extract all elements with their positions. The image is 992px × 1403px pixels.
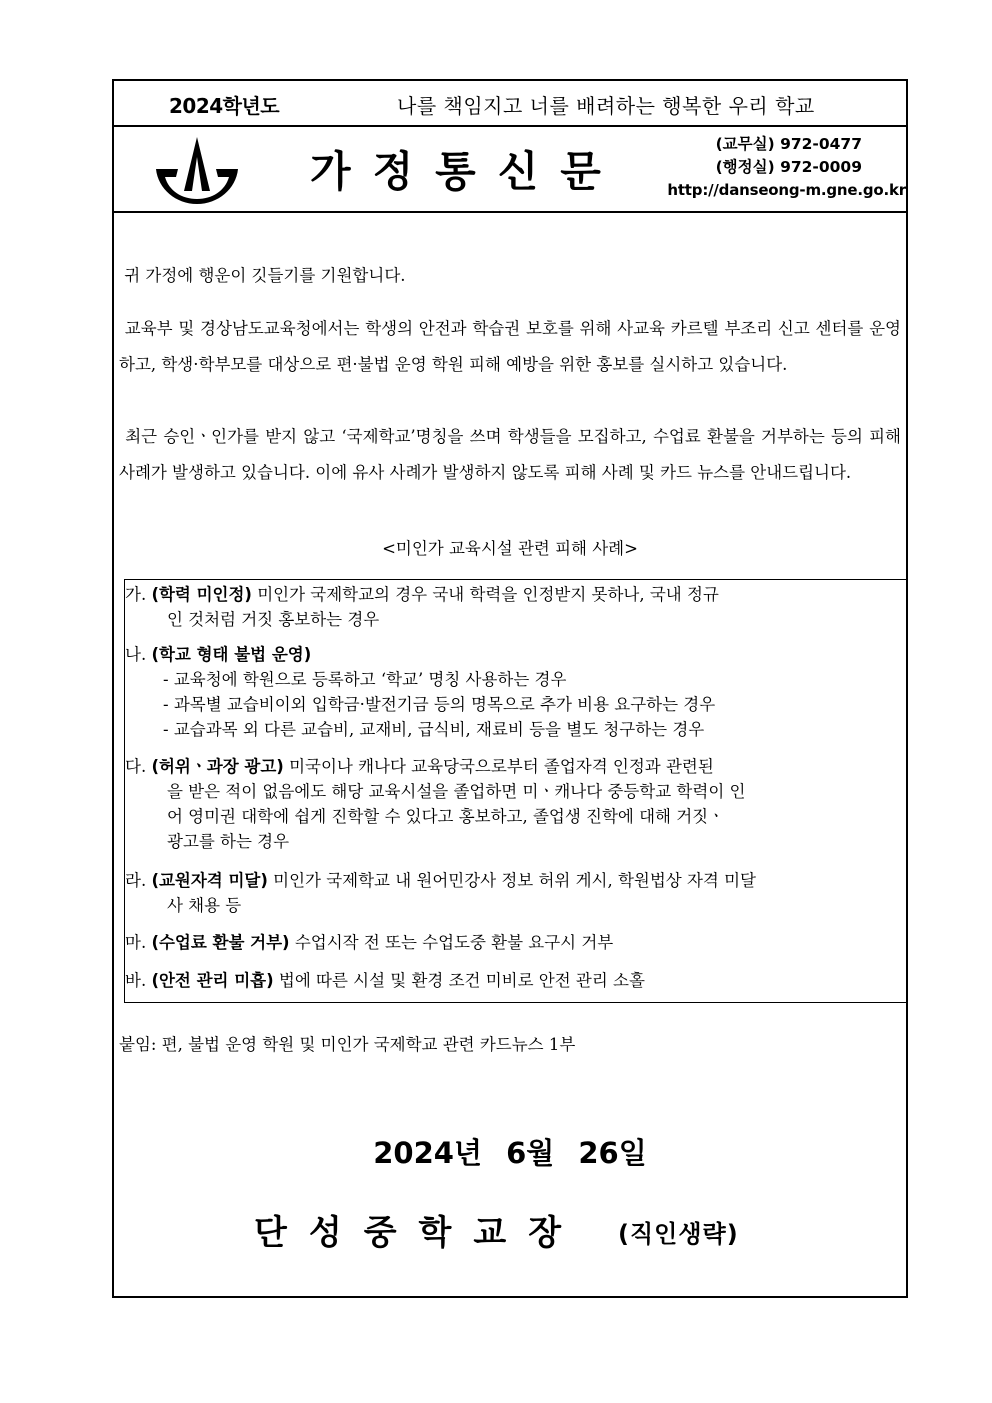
- case-item: 라. (교원자격 미달) 미인가 국제학교 내 원어민강사 정보 허위 게시, 학원법상 자격 미달 사 채용 등: [125, 871, 756, 915]
- signer-name: 단성중학교장: [254, 1213, 584, 1253]
- seal-omitted-note: (직인생략): [618, 1220, 739, 1248]
- contact-academic-office: (교무실) 972-0477: [715, 135, 862, 153]
- contact-info: [654, 133, 906, 202]
- case-item: 가. (학력 미인정) 미인가 국제학교의 경우 국내 학력을 인정받지 못하나, 국내 정규 인 것처럼 거짓 홍보하는 경우: [125, 585, 719, 629]
- header-top-row: [114, 81, 906, 127]
- header-title-row: [114, 127, 906, 213]
- case-item: 바. (안전 관리 미흡) 법에 따른 시설 및 환경 조건 미비로 안전 관리 소홀: [125, 971, 645, 990]
- school-motto: 나를 책임지고 너를 배려하는 행복한 우리 학교: [397, 94, 815, 118]
- paragraph-2: 최근 승인ㆍ인가를 받지 않고 ‘국제학교’명칭을 쓰며 학생들을 모집하고, 수업료 환불을 거부하는 등의 피해 사례가 발생하고 있습니다. 이에 유사 사례가 발생하지 않도록 피해 사례 및 카드 뉴스를 안내드립니다.: [119, 427, 901, 482]
- case-section-title: <미인가 교육시설 관련 피해 사례>: [382, 539, 638, 558]
- newsletter-frame: [112, 79, 908, 1298]
- contact-admin-office: (행정실) 972-0009: [715, 158, 862, 176]
- document-title: 가정통신문: [310, 147, 623, 196]
- case-list-box: [124, 579, 907, 1003]
- school-year: 2024학년도: [169, 94, 280, 118]
- attachment-note: 붙임: 편, 불법 운영 학원 및 미인가 국제학교 관련 카드뉴스 1부: [119, 1035, 576, 1054]
- case-item: 나. (학교 형태 불법 운영) - 교육청에 학원으로 등록하고 ‘학교’ 명칭 사용하는 경우 - 과목별 교습비이외 입학금·발전기금 등의 명목으로 추가 비용 요구하는 경우 - 교습과목 외 다른 교습비, 교재비, 급식비, 재료비 등을 별도 청구하는 경우: [125, 645, 716, 739]
- issue-date: 2024년 6월 26일: [373, 1136, 647, 1170]
- case-item: 다. (허위ㆍ과장 광고) 미국이나 캐나다 교육당국으로부터 졸업자격 인정과 관련된 을 받은 적이 없음에도 해당 교육시설을 졸업하면 미ㆍ캐나다 중등학교 학력이 인 어 영미권 대학에 쉽게 진학할 수 있다고 홍보하고, 졸업생 진학에 대해 거짓ㆍ 광고를 하는 경우: [125, 757, 746, 851]
- paragraph-1: 교육부 및 경상남도교육청에서는 학생의 안전과 학습권 보호를 위해 사교육 카르텔 부조리 신고 센터를 운영하고, 학생·학부모를 대상으로 편·불법 운영 학원 피해 예방을 위한 홍보를 실시하고 있습니다.: [119, 319, 901, 374]
- case-item: 마. (수업료 환불 거부) 수업시작 전 또는 수업도중 환불 요구시 거부: [125, 933, 614, 952]
- school-website-link[interactable]: http://danseong-m.gne.go.kr: [667, 181, 906, 199]
- school-emblem-icon: [152, 133, 242, 205]
- greeting: 귀 가정에 행운이 깃들기를 기원합니다.: [124, 266, 406, 285]
